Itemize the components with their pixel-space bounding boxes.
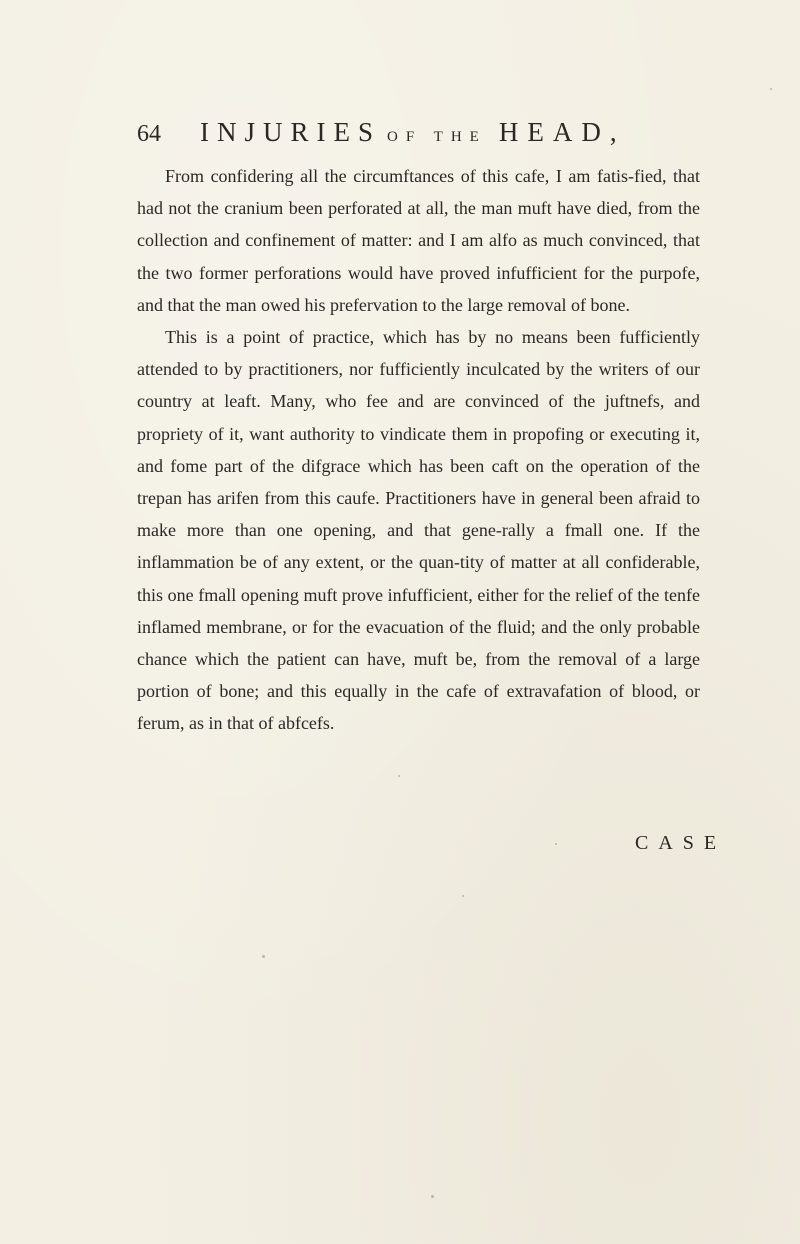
paragraph-2: This is a point of practice, which has by no means been fufficiently attended to by practitioners, nor fufficiently inculcated by the writers of our country at leaft. Many, who fee and are convinced of the juftnefs, and propriety of it, want authority to vindicate them in propofing or executing it, and fome part of the difgrace which has been caft on the operation of the trepan has arifen from this caufe. Practitioners have in general been afraid to make more than one opening, and that gene-rally a fmall one. If the inflammation be of any extent, or the quan-tity of matter at all confiderable, this one fmall opening muft prove infufficient, either for the relief of the tenfe inflamed membrane, or for the evacuation of the fluid; and the only probable chance which the patient can have, muft be, from the removal of a large portion of bone; and this equally in the cafe of extravafation of blood, or ferum, as in that of abfcefs. [137, 327, 700, 734]
running-header [137, 117, 697, 151]
paper-speck [262, 955, 265, 958]
page-number: 64 [137, 121, 161, 147]
paragraph-1: From confidering all the circumftances of this cafe, I am fatis-fied, that had not the cranium been perforated at all, the man muft have died, from the collection and confinement of matter: and I am alfo as much convinced, that the two former perforations would have proved infufficient for the purpofe, and that the man owed his prefervation to the large removal of bone. [137, 166, 700, 315]
catchword: CASE [635, 832, 727, 854]
paper-speck [770, 88, 772, 90]
paper-speck [555, 843, 557, 845]
running-title-head: HEAD, [498, 117, 626, 147]
paper-speck [431, 1195, 434, 1198]
body-text [137, 160, 700, 740]
running-title-injuries: INJURIES [200, 117, 382, 147]
running-title [200, 117, 626, 148]
paper-speck [398, 775, 400, 777]
running-title-of-the: OF THE [387, 129, 487, 145]
paper-speck [462, 895, 464, 897]
